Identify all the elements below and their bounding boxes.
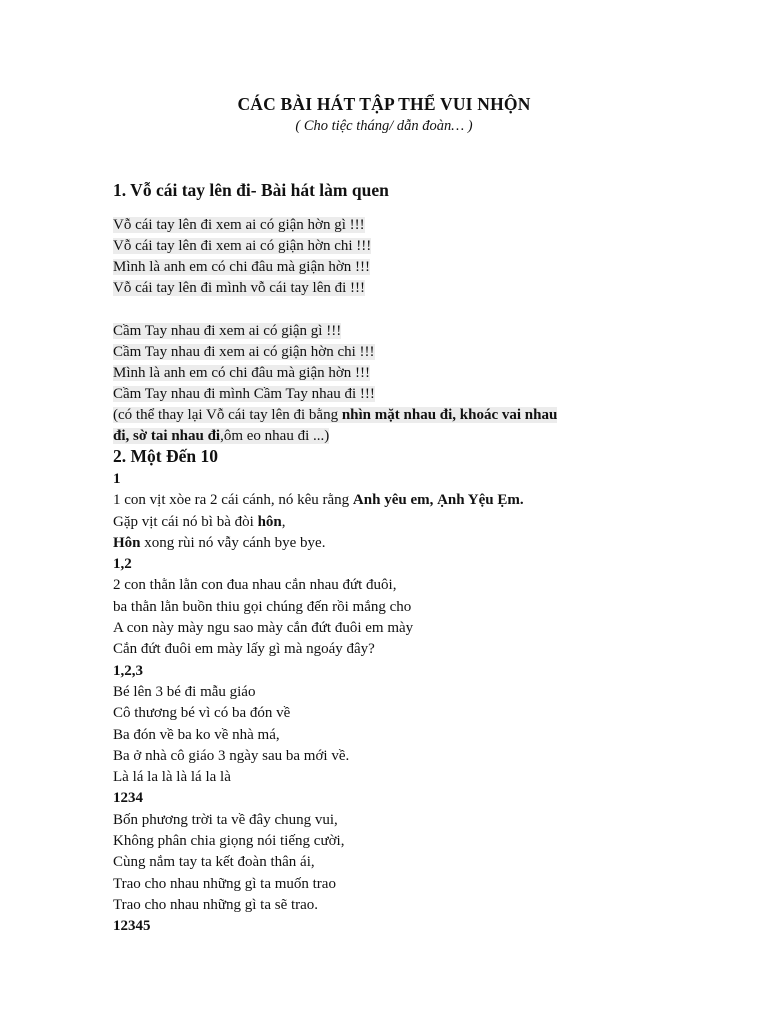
part-label: 1,2 (113, 556, 132, 573)
section-1-heading: 1. Vỗ cái tay lên đi- Bài hát làm quen (113, 180, 389, 200)
verse-line: Trao cho nhau những gì ta muốn trao (113, 875, 336, 892)
verse-line (113, 278, 371, 299)
verse-line: Trao cho nhau những gì ta sẽ trao. (113, 896, 319, 913)
verse-line (113, 342, 375, 363)
verse-line (113, 236, 371, 257)
verse-line-text: Mình là anh em có chi đâu mà giận hờn !!! (113, 365, 371, 381)
section-2-heading: 2. Một Đến 10 (113, 446, 218, 466)
part-label: 1234 (113, 790, 143, 807)
note-bold-1: nhìn mặt nhau đi, khoác vai nhau (341, 407, 558, 423)
verse-line: Gặp vịt cái nó bì bà đòi hôn, (113, 513, 286, 530)
note-bold-2: đi, sờ tai nhau đi (113, 428, 221, 444)
verse-line: Không phân chia giọng nói tiếng cười, (113, 833, 345, 850)
verse-line: Hôn xong rùi nó vẫy cánh bye bye. (113, 534, 326, 551)
verse-line-text: Cầm Tay nhau đi mình Cầm Tay nhau đi !!! (113, 386, 375, 402)
document-title: CÁC BÀI HÁT TẬP THỂ VUI NHỘN (237, 94, 531, 114)
verse-line-text: Vỗ cái tay lên đi mình vỗ cái tay lên đi !!! (113, 280, 366, 296)
verse-line-text: Vỗ cái tay lên đi xem ai có giận hờn gì !!! (113, 217, 365, 233)
verse-line: ba thằn lằn buồn thiu gọi chúng đến rồi mắng cho (113, 598, 412, 615)
verse-line: Ba ở nhà cô giáo 3 ngày sau ba mới về. (113, 747, 350, 764)
part-label: 12345 (113, 918, 151, 935)
verse-line (113, 257, 371, 278)
verse-line (113, 321, 375, 342)
section-1-note (113, 405, 673, 447)
section-1-verse-1 (113, 215, 371, 299)
verse-line-text: Vỗ cái tay lên đi xem ai có giận hờn chi !!! (113, 238, 372, 254)
verse-line: 1 con vịt xòe ra 2 cái cánh, nó kêu rằng Anh yêu em, Ạnh Yệu Ẹm. (113, 492, 524, 509)
verse-line: Cô thương bé vì có ba đón về (113, 705, 291, 722)
note-suffix: ,ôm eo nhau đi ...) (220, 428, 330, 444)
verse-line: Bốn phương trời ta về đây chung vui, (113, 811, 338, 828)
verse-line (113, 363, 375, 384)
verse-line (113, 215, 371, 236)
section-1-verse-2 (113, 321, 375, 405)
verse-line: Cùng nắm tay ta kết đoàn thân ái, (113, 854, 315, 871)
part-label: 1,2,3 (113, 662, 143, 679)
verse-line: Cắn đứt đuôi em mày lấy gì mà ngoáy đây? (113, 641, 375, 658)
verse-line: Là lá la là là lá la là (113, 769, 231, 786)
verse-line (113, 384, 375, 405)
verse-line: A con này mày ngu sao mày cắn đứt đuôi em mày (113, 620, 414, 637)
verse-line: Bé lên 3 bé đi mẫu giáo (113, 683, 256, 700)
verse-line-text: Cầm Tay nhau đi xem ai có giận hờn chi !!! (113, 344, 375, 360)
verse-line-text: Cầm Tay nhau đi xem ai có giận gì !!! (113, 323, 342, 339)
section-2-body (113, 469, 524, 938)
verse-line: Ba đón về ba ko về nhà má, (113, 726, 280, 743)
verse-line-text: Mình là anh em có chi đâu mà giận hờn !!! (113, 259, 371, 275)
note-prefix: (có thể thay lại Vỗ cái tay lên đi bằng (113, 407, 342, 423)
document-subtitle: ( Cho tiệc tháng/ dẫn đoàn… ) (295, 118, 473, 134)
verse-line: 2 con thằn lằn con đua nhau cắn nhau đứt đuôi, (113, 577, 397, 594)
part-label: 1 (113, 471, 121, 487)
